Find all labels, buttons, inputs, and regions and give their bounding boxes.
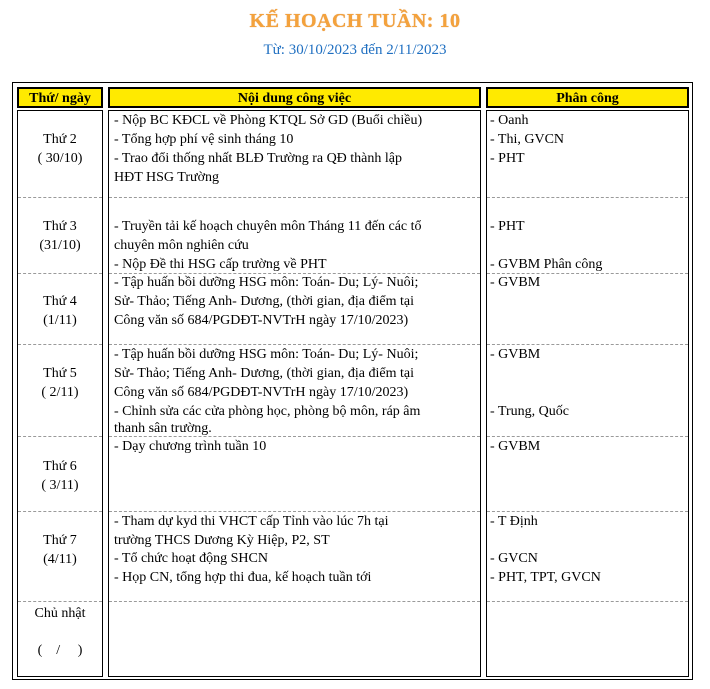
day-date: (1/11) — [43, 313, 77, 328]
date-range: Từ: 30/10/2023 đến 2/11/2023 — [263, 42, 447, 58]
task-line: - Họp CN, tổng hợp thi đua, kế hoạch tuần tới — [114, 570, 372, 585]
task-line: - Dạy chương trình tuần 10 — [114, 439, 267, 454]
assignee: - GVBM Phân công — [490, 257, 603, 272]
day-label: Thứ 6 — [43, 459, 77, 474]
task-line: - Tập huấn bồi dưỡng HSG môn: Toán- Du; Lý- Nuôi; — [114, 347, 419, 362]
day-label: Thứ 3 — [43, 219, 77, 234]
day-label: Thứ 5 — [43, 366, 77, 381]
task-line: Sử- Thảo; Tiếng Anh- Dương, (thời gian, địa điểm tại — [114, 294, 414, 309]
task-line: - Nộp Đề thi HSG cấp trường về PHT — [114, 257, 327, 272]
day-label: Chủ nhật — [34, 606, 86, 621]
assignee: - GVCN — [490, 551, 538, 566]
assignee: - GVBM — [490, 439, 541, 454]
task-line: - Tổng hợp phí vệ sinh tháng 10 — [114, 132, 294, 147]
task-line: Sử- Thảo; Tiếng Anh- Dương, (thời gian, địa điểm tại — [114, 366, 414, 381]
header-content: Nội dung công việc — [108, 87, 481, 108]
assignee: - Oanh — [490, 113, 529, 128]
assignee: - GVBM — [490, 347, 541, 362]
assignee: - PHT, TPT, GVCN — [490, 570, 601, 585]
header-assign: Phân công — [486, 87, 689, 108]
day-date: (4/11) — [43, 552, 77, 567]
day-label: Thứ 4 — [43, 294, 77, 309]
assignee: - PHT — [490, 219, 525, 234]
task-line: - Chỉnh sửa các cửa phòng học, phòng bộ môn, ráp âm — [114, 404, 421, 419]
task-line: - Truyền tải kế hoạch chuyên môn Tháng 11 đến các tổ — [114, 219, 422, 234]
assignee: - T Định — [490, 514, 538, 529]
day-label: Thứ 2 — [43, 132, 77, 147]
day-date: ( / ) — [37, 643, 83, 658]
assignee: - PHT — [490, 151, 525, 166]
task-line: - Tổ chức hoạt động SHCN — [114, 551, 268, 566]
task-line: thanh sân trường. — [114, 421, 212, 436]
assignee: - Trung, Quốc — [490, 404, 569, 419]
header-day: Thứ/ ngày — [17, 87, 103, 108]
task-line: Công văn số 684/PGDĐT-NVTrH ngày 17/10/2023) — [114, 313, 409, 328]
assignee: - Thi, GVCN — [490, 132, 565, 147]
day-date: ( 2/11) — [41, 385, 79, 400]
task-line: - Tham dự kyd thi VHCT cấp Tỉnh vào lúc 7h tại — [114, 514, 389, 529]
task-line: HĐT HSG Trường — [114, 170, 219, 185]
task-line: Công văn số 684/PGDĐT-NVTrH ngày 17/10/2023) — [114, 385, 409, 400]
assignee: - GVBM — [490, 275, 541, 290]
task-line: trường THCS Dương Kỳ Hiệp, P2, ST — [114, 533, 330, 548]
page-title: KẾ HOẠCH TUẦN: 10 — [249, 10, 461, 32]
task-line: - Trao đổi thống nhất BLĐ Trường ra QĐ thành lập — [114, 151, 402, 166]
day-date: (31/10) — [39, 238, 81, 253]
day-label: Thứ 7 — [43, 533, 77, 548]
task-line: chuyên môn nghiên cứu — [114, 238, 249, 253]
day-date: ( 30/10) — [37, 151, 83, 166]
day-date: ( 3/11) — [41, 478, 79, 493]
task-line: - Nộp BC KĐCL về Phòng KTQL Sở GD (Buổi chiều) — [114, 113, 423, 128]
assign-column — [486, 110, 689, 677]
task-line: - Tập huấn bồi dưỡng HSG môn: Toán- Du; Lý- Nuôi; — [114, 275, 419, 290]
